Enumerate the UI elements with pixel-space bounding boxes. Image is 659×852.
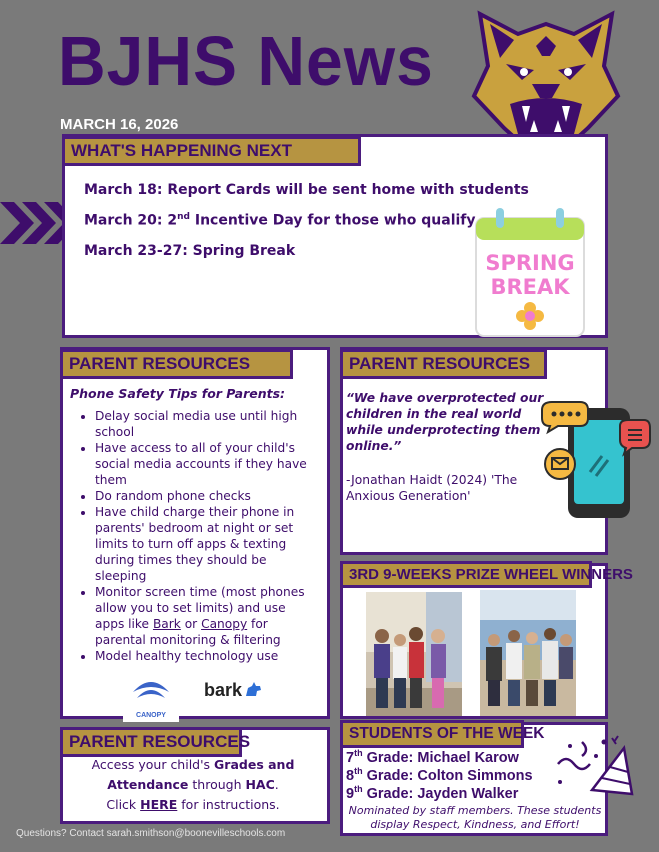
- tip-text: or: [180, 617, 202, 631]
- hac-instructions: [64, 755, 322, 815]
- parent-resources-heading: PARENT RESOURCES: [60, 727, 242, 757]
- grade-number: 8: [346, 767, 355, 784]
- bark-logo: [204, 680, 262, 701]
- prize-wheel-heading: 3RD 9-WEEKS PRIZE WHEEL WINNERS: [340, 561, 592, 588]
- newsletter-title: BJHS News: [58, 22, 434, 100]
- student-text: Grade: Jayden Walker: [362, 785, 519, 802]
- student-text: Grade: Michael Karow: [362, 749, 519, 766]
- hac-text: .: [274, 777, 279, 792]
- bark-link[interactable]: Bark: [152, 617, 181, 631]
- phone-safety-tips-list: [78, 408, 318, 664]
- event-item: [84, 243, 295, 259]
- grade-number: 7: [346, 749, 355, 766]
- hac-bold-text: Grades and Attendance: [107, 757, 295, 792]
- event-sup: nd: [177, 212, 190, 222]
- parent-resources-heading: PARENT RESOURCES: [60, 349, 293, 379]
- event-item: [84, 212, 476, 229]
- list-item: • Delay social media use until high school: [95, 408, 318, 440]
- parent-resources-heading: PARENT RESOURCES: [340, 349, 547, 379]
- tip-text: for parental monitoring & filtering: [95, 617, 281, 647]
- hac-line-1: [64, 755, 322, 795]
- whats-happening-heading: WHAT'S HAPPENING NEXT: [62, 136, 361, 166]
- canopy-logo-text: CANOPY: [136, 712, 166, 719]
- phone-messages-icon: [540, 400, 652, 522]
- hac-text: Click: [106, 797, 141, 812]
- canopy-logo: [123, 668, 179, 722]
- list-item: [95, 584, 318, 648]
- grade-sup: th: [354, 766, 363, 776]
- event-text: March 23-27: Spring Break: [84, 243, 296, 259]
- list-item: • Have access to all of your child's social media accounts if they have them: [95, 440, 318, 488]
- canopy-link[interactable]: Canopy: [201, 617, 248, 631]
- student-text: Grade: Colton Simmons: [362, 767, 533, 784]
- calendar-text-spring: SPRING: [485, 251, 575, 275]
- event-item: [84, 182, 529, 198]
- hac-bold-text: HAC: [245, 777, 275, 792]
- wildcat-mascot-logo: [470, 6, 622, 152]
- phone-safety-subtitle: Phone Safety Tips for Parents:: [70, 386, 286, 401]
- student-row: [346, 748, 519, 766]
- contact-footer: Questions? Contact sarah.smithson@boonevilleschools.com: [16, 828, 286, 839]
- grade-sup: th: [354, 748, 363, 758]
- tip-text: Monitor screen time (most phones allow you to set limits) and use apps like: [95, 585, 305, 631]
- list-item: • Do random phone checks: [95, 488, 318, 504]
- hac-text: through: [188, 777, 246, 792]
- list-item: • Have child charge their phone in parents' bedroom at night or set limits to turn off apps & texting during times they should be sleeping: [95, 504, 318, 584]
- quote-citation: -Jonathan Haidt (2024) 'The Anxious Generation': [346, 473, 518, 503]
- bark-logo-text: bark: [204, 680, 243, 700]
- hac-line-2: [64, 795, 322, 815]
- hac-instructions-link[interactable]: HERE: [140, 797, 178, 812]
- prize-winners-photo-1: [366, 592, 462, 716]
- party-popper-icon: [552, 734, 636, 800]
- dog-icon: [244, 682, 262, 698]
- calendar-text-break: BREAK: [490, 275, 570, 299]
- spring-break-calendar-icon: [474, 208, 586, 338]
- student-row: [346, 784, 518, 802]
- list-item: • Model healthy technology use: [95, 648, 318, 664]
- newsletter-date: MARCH 16, 2026: [60, 116, 179, 133]
- hac-text: for instructions.: [177, 797, 280, 812]
- prize-winners-photo-2: [480, 590, 576, 716]
- nomination-note: Nominated by staff members. These students display Respect, Kindness, and Effort!: [348, 804, 602, 831]
- grade-number: 9: [346, 785, 355, 802]
- event-text: March 20: 2: [84, 212, 178, 229]
- grade-sup: th: [354, 784, 363, 794]
- student-row: [346, 766, 533, 784]
- haidt-quote: “We have overprotected our children in the real world while underprotecting them online.”: [346, 391, 544, 453]
- canopy-logo-icon: [123, 668, 179, 708]
- event-text-suffix: Incentive Day for those who qualify: [189, 212, 476, 229]
- hac-text: Access your child's: [91, 757, 215, 772]
- event-text: March 18: Report Cards will be sent home with students: [84, 182, 529, 198]
- students-of-week-heading: STUDENTS OF THE WEEK: [340, 720, 524, 748]
